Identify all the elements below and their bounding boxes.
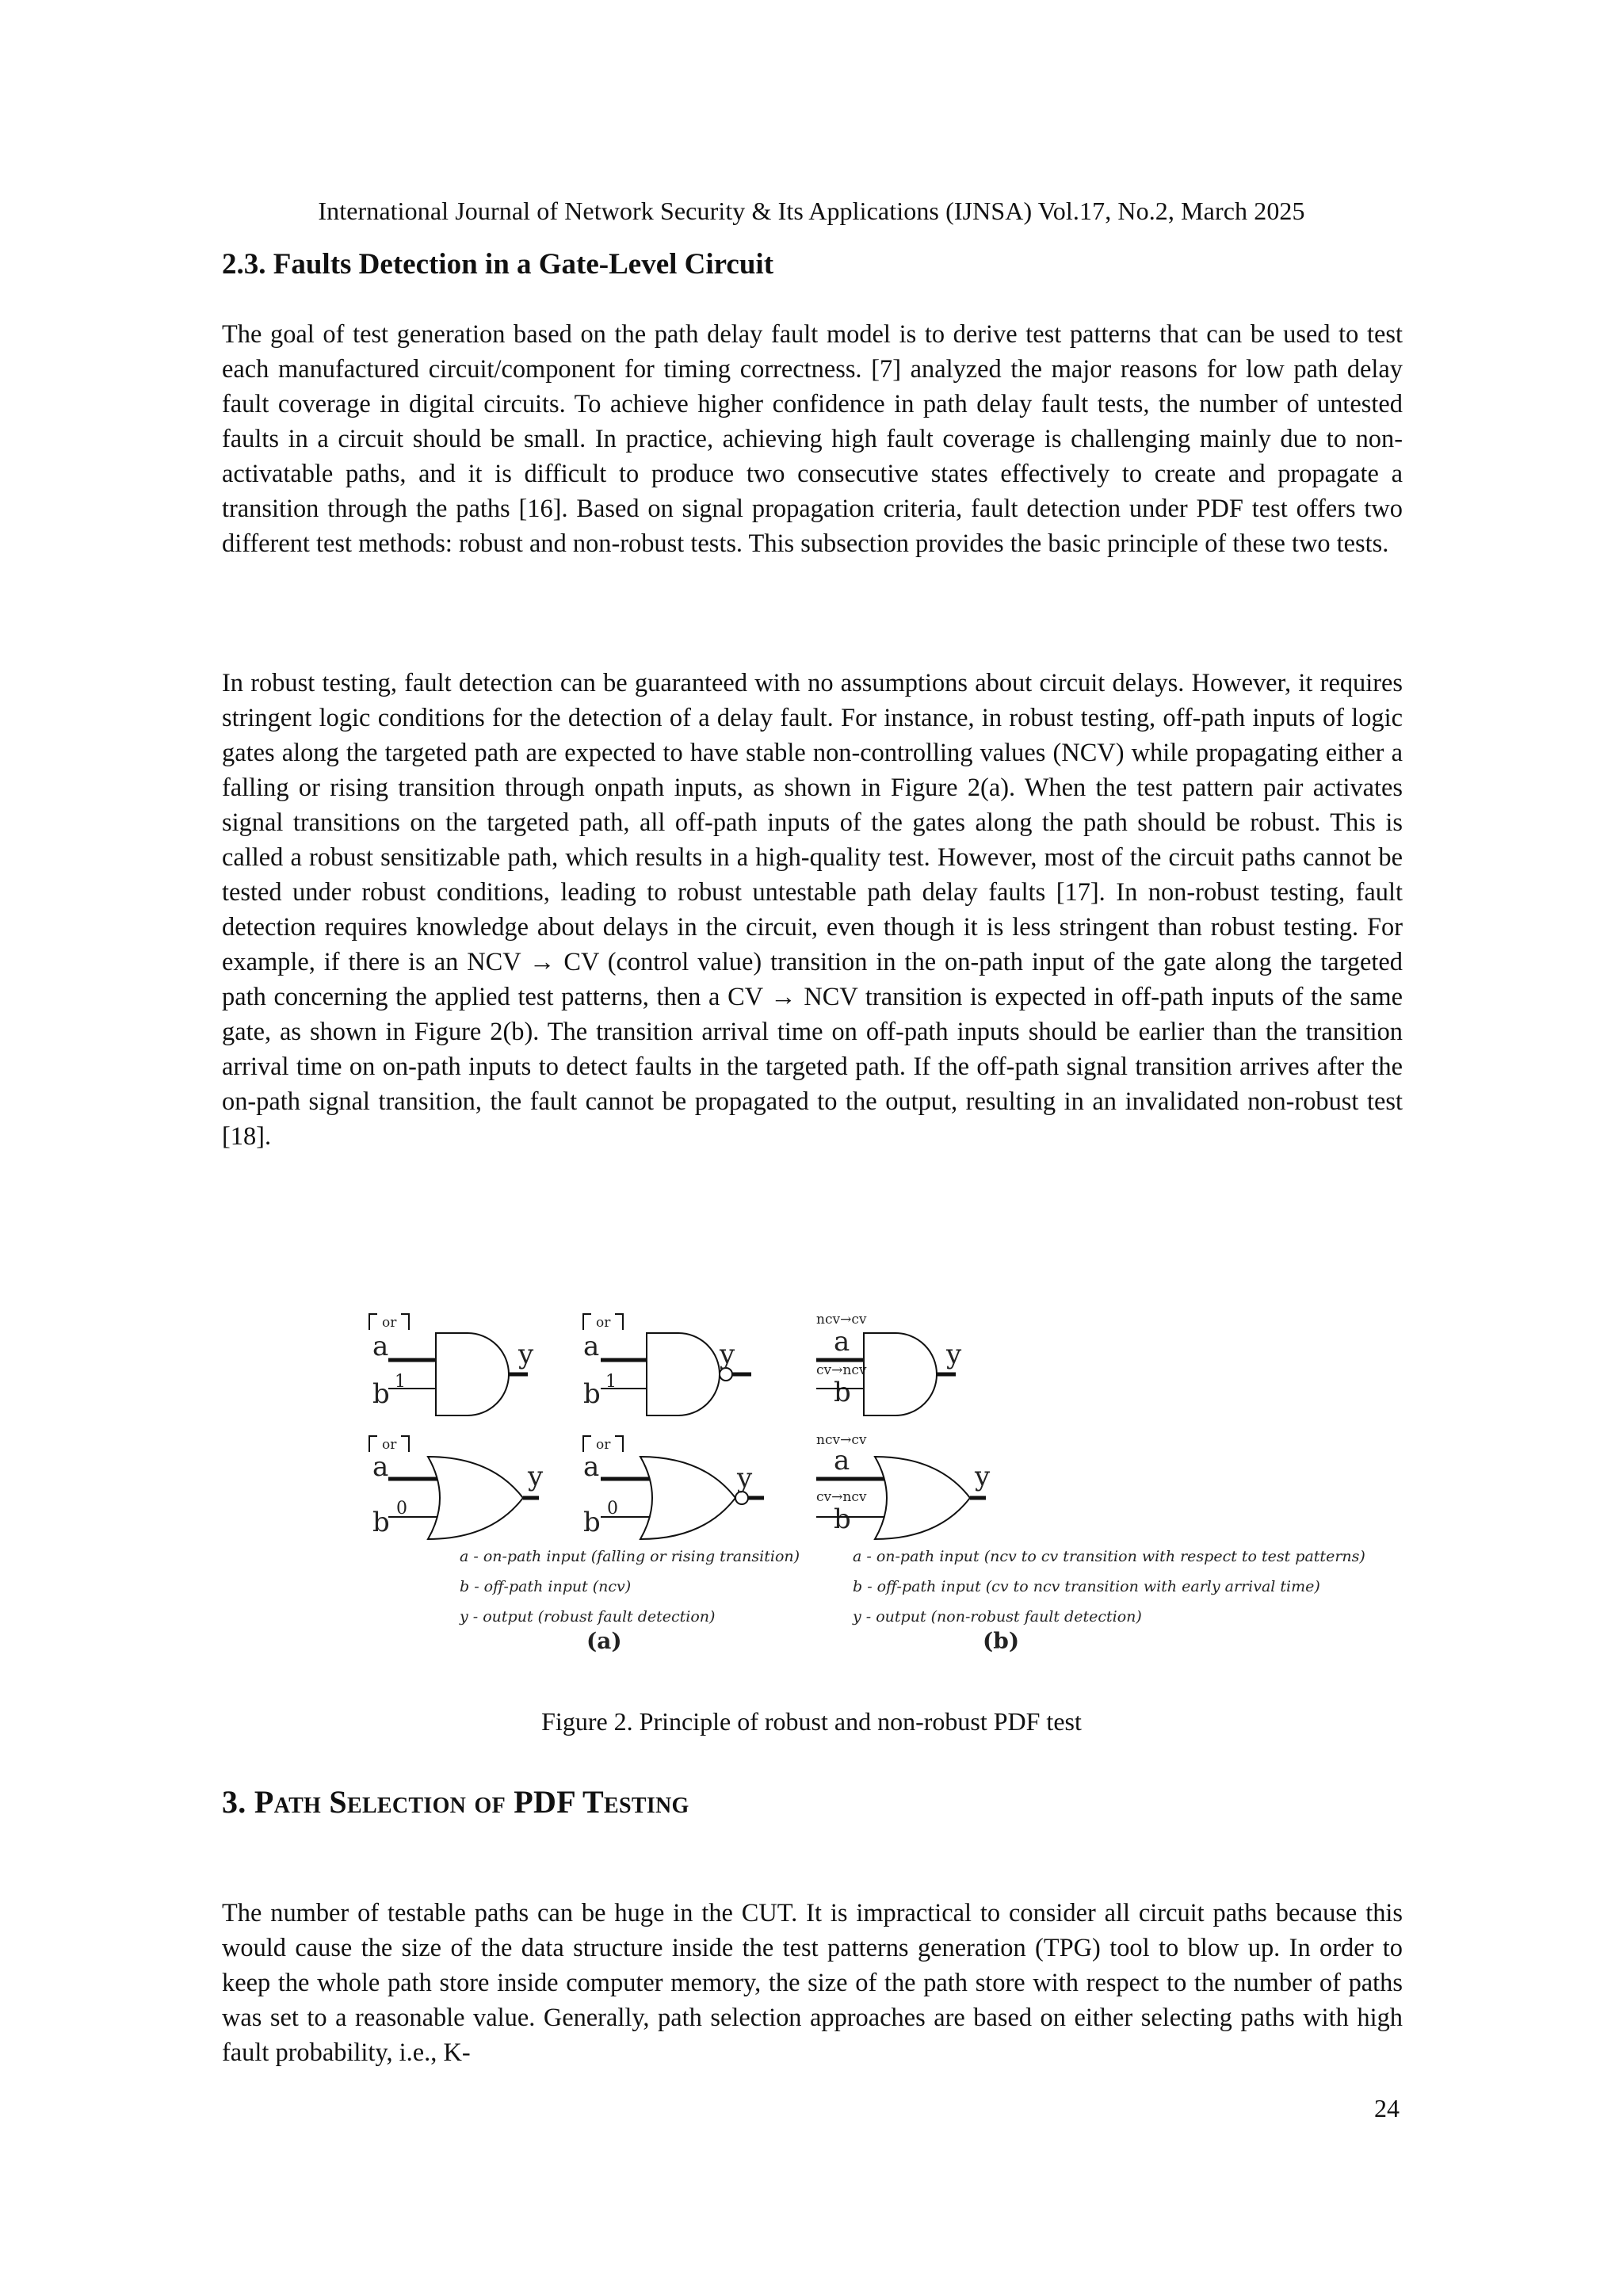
- label-a: a: [372, 1451, 389, 1483]
- label-y: y: [946, 1339, 962, 1370]
- and-gate-non-robust: [816, 1312, 962, 1415]
- legend-a-line-1: a - on-path input (falling or rising transition): [460, 1548, 800, 1565]
- paragraph-fault-detection-intro: The goal of test generation based on the path delay fault model is to derive test patterns that can be used to test each manufactured circuit/component for timing correctness. [7] analyzed the major reasons for low path delay fault coverage in digital circuits. To achieve higher confidence in path delay fault tests, the number of untested faults in a circuit should be small. In practice, achieving high fault coverage is challenging mainly due to non-activatable paths, and it is difficult to produce two consecutive states effectively to create and propagate a transition through the paths [16]. Based on signal propagation criteria, fault detection under PDF test offers two different test methods: robust and non-robust tests. This subsection provides the basic principle of these two tests.: [222, 320, 1403, 558]
- legend-a-line-3: y - output (robust fault detection): [460, 1608, 716, 1626]
- running-head: International Journal of Network Security & Its Applications (IJNSA) Vol.17, No.2, March 2025: [318, 197, 1305, 225]
- label-a: a: [583, 1331, 600, 1362]
- label-y: y: [528, 1461, 544, 1492]
- legend-b-line-2: b - off-path input (cv to ncv transition with early arrival time): [853, 1578, 1320, 1595]
- paragraph-path-selection: The number of testable paths can be huge in the CUT. It is impractical to consider all circuit paths because this would cause the size of the data structure inside the test patterns generation (TPG) tool to blow up. In order to keep the whole path store inside computer memory, the size of the path store with respect to the number of paths was set to a reasonable value. Generally, path selection approaches are based on either selecting paths with high fault probability, i.e., K-: [222, 1899, 1403, 2067]
- or-gate-non-robust: [816, 1432, 991, 1539]
- and-gate-robust: [369, 1314, 534, 1415]
- label-y: y: [737, 1462, 753, 1494]
- label-one: 1: [395, 1372, 406, 1392]
- figure-2-diagram: [349, 1300, 1365, 1680]
- label-cv-ncv: cv→ncv: [816, 1362, 867, 1378]
- label-b: b: [583, 1378, 601, 1410]
- label-b: b: [372, 1507, 390, 1538]
- label-a: a: [834, 1326, 850, 1358]
- label-a: a: [583, 1451, 600, 1483]
- label-one: 1: [605, 1372, 617, 1392]
- page-number: 24: [1374, 2094, 1400, 2122]
- label-b: b: [583, 1507, 601, 1538]
- figure-2: [349, 1300, 1365, 1680]
- paragraph-robust-testing: In robust testing, fault detection can be guaranteed with no assumptions about circuit delays. However, it requires stringent logic conditions for the detection of a delay fault. For instance, in robust testing, off-path inputs of logic gates along the targeted path are expected to have stable non-controlling values (NCV) while propagating either a falling or rising transition through onpath inputs, as shown in Figure 2(a). When the test pattern pair activates signal transitions on the targeted path, all off-path inputs of the gates along the path should be robust. This is called a robust sensitizable path, which results in a high-quality test. However, most of the circuit paths cannot be tested under robust conditions, leading to robust untestable path delay faults [17]. In non-robust testing, fault detection requires knowledge about delays in the circuit, even though it is less stringent than robust testing. For example, if there is an NCV → CV (control value) transition in the on-path input of the gate along the targeted path concerning the applied test patterns, then a CV → NCV transition is expected in off-path inputs of the same gate, as shown in Figure 2(b). The transition arrival time on off-path inputs should be earlier than the transition arrival time on on-path inputs to detect faults in the targeted path. If the off-path signal transition arrives after the on-path signal transition, the fault cannot be propagated to the output, resulting in an invalidated non-robust test [18].: [222, 669, 1403, 1151]
- label-zero: 0: [396, 1499, 407, 1519]
- label-or: or: [596, 1437, 611, 1453]
- label-ncv-cv: ncv→cv: [816, 1432, 867, 1448]
- legend-a-line-2: b - off-path input (ncv): [460, 1578, 632, 1595]
- label-cv-ncv: cv→ncv: [816, 1489, 867, 1505]
- label-or: or: [382, 1437, 397, 1453]
- label-b: b: [834, 1377, 851, 1408]
- figure-caption: Figure 2. Principle of robust and non-robust PDF test: [541, 1707, 1082, 1736]
- legend-b-line-1: a - on-path input (ncv to cv transition with respect to test patterns): [853, 1548, 1365, 1565]
- label-b: b: [834, 1503, 851, 1535]
- transition-symbol-falling: [401, 1314, 409, 1330]
- label-a: a: [372, 1331, 389, 1362]
- label-a: a: [834, 1445, 850, 1477]
- transition-symbol-rising: [369, 1314, 377, 1330]
- label-or: or: [382, 1315, 397, 1331]
- legend-panel-b: [852, 1548, 1365, 1654]
- sublabel-a: (a): [586, 1628, 622, 1654]
- nor-gate-robust: [583, 1436, 764, 1539]
- legend-panel-a: [459, 1548, 800, 1654]
- label-y: y: [975, 1461, 991, 1492]
- sublabel-b: (b): [983, 1628, 1020, 1654]
- label-or: or: [596, 1315, 611, 1331]
- label-y: y: [720, 1339, 735, 1370]
- label-zero: 0: [607, 1499, 618, 1519]
- label-b: b: [372, 1378, 390, 1410]
- label-ncv-cv: ncv→cv: [816, 1312, 867, 1328]
- section-heading-3: 3. Path Selection of PDF Testing: [222, 1784, 689, 1820]
- or-gate-robust: [369, 1436, 544, 1539]
- legend-b-line-3: y - output (non-robust fault detection): [853, 1608, 1142, 1626]
- nand-gate-robust: [583, 1314, 751, 1415]
- section-heading-2-3: 2.3. Faults Detection in a Gate-Level Circuit: [222, 248, 774, 281]
- label-y: y: [518, 1339, 534, 1370]
